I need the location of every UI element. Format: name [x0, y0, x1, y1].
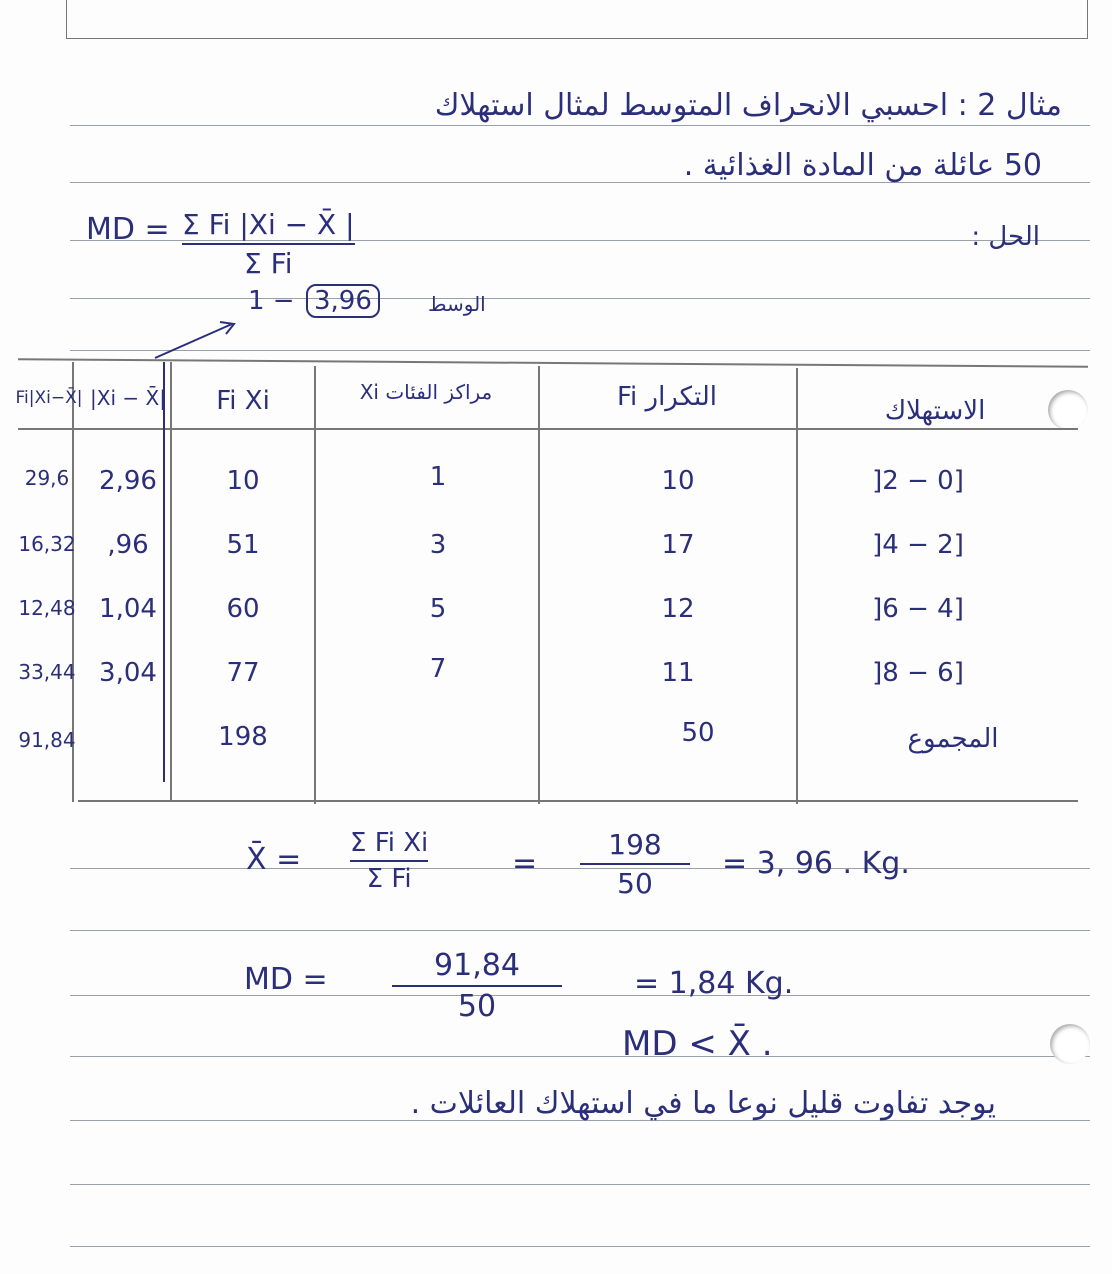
- table-cell: ]2 − 0]: [872, 466, 964, 496]
- mean-calc-fraction1: [350, 828, 428, 894]
- table-cell: 2,96: [99, 466, 157, 496]
- table-cell: ]4 − 2]: [872, 530, 964, 560]
- table-bottom-border: [78, 800, 1078, 802]
- mean-note-value: 3,96: [306, 284, 380, 318]
- total-f-abs-dev: 91,84: [18, 728, 76, 752]
- table-cell: 10: [661, 466, 695, 496]
- solution-label: الحل :: [971, 222, 1040, 252]
- fraction-bar: [392, 985, 562, 987]
- mean-calc-eq: =: [512, 846, 538, 881]
- header-consumption: الاستهلاك: [884, 396, 986, 426]
- table-cell: 17: [661, 530, 695, 560]
- table-cell: 10: [226, 466, 260, 496]
- table-cell: 60: [226, 594, 260, 624]
- md-calc-den: 50: [457, 989, 497, 1024]
- md-formula-lhs: MD =: [86, 212, 170, 247]
- table-cell: 7: [429, 654, 447, 684]
- header-midpoints: مراكز الفئات Xi: [359, 380, 493, 404]
- conclusion: يوجد تفاوت قليل نوعا ما في استهلاك العائلات .: [410, 1086, 996, 1121]
- table-col-border: [170, 362, 172, 802]
- fraction-bar: [350, 860, 428, 862]
- header-box: [66, 0, 1088, 39]
- mean-calc-den1: Σ Fi: [366, 864, 412, 894]
- table-cell: 16,32: [18, 532, 76, 556]
- table-cell: 1,04: [99, 594, 157, 624]
- md-calc-result: = 1,84 Kg.: [634, 966, 794, 1001]
- md-formula-fraction: [182, 208, 355, 280]
- mean-calc-fraction2: [580, 828, 690, 900]
- ruled-line: [70, 298, 1090, 299]
- md-formula-numerator: Σ Fi |Xi − X̄ |: [182, 208, 355, 241]
- table-cell: ]8 − 6]: [872, 658, 964, 688]
- header-frequency: التكرار Fi: [616, 382, 718, 412]
- mean-calc-num1: Σ Fi Xi: [350, 828, 429, 858]
- ruled-line: [70, 930, 1090, 931]
- table-cell: 29,6: [24, 466, 70, 490]
- total-frequency: 50: [681, 718, 715, 748]
- fraction-bar: [182, 243, 355, 245]
- table-top-border: [18, 358, 1088, 367]
- ruled-line: [70, 125, 1090, 126]
- table-col-border: [538, 366, 540, 804]
- header-f-abs-dev: Fi|Xi−X̄|: [15, 388, 83, 408]
- mean-calc-result: = 3, 96 . Kg.: [722, 846, 910, 881]
- comparison: MD < X̄ .: [622, 1024, 773, 1064]
- table-header-border: [18, 428, 1078, 430]
- total-label: المجموع: [907, 724, 999, 754]
- table-cell: 5: [429, 594, 447, 624]
- mean-note-index: 1 −: [248, 286, 295, 316]
- mean-calc-lhs: X̄ =: [246, 842, 302, 877]
- md-calc-lhs: MD =: [244, 962, 328, 997]
- arrow-icon: [150, 318, 240, 363]
- punch-hole: [1050, 1024, 1090, 1064]
- mean-calc-num2: 198: [608, 828, 662, 861]
- mean-calc-den2: 50: [617, 867, 653, 900]
- fraction-bar: [580, 863, 690, 865]
- total-fixi: 198: [218, 722, 268, 752]
- header-fixi: Fi Xi: [216, 386, 270, 416]
- ruled-line: [70, 1246, 1090, 1247]
- table-cell: ,96: [107, 530, 149, 560]
- example-title-line2: 50 عائلة من المادة الغذائية .: [683, 148, 1042, 183]
- table-col-border: [314, 366, 316, 804]
- table-cell: 51: [226, 530, 260, 560]
- frequency-table: [15, 362, 1088, 804]
- table-cell: 77: [226, 658, 260, 688]
- table-cell: 12: [661, 594, 695, 624]
- table-cell: 33,44: [18, 660, 76, 684]
- ruled-line: [70, 995, 1090, 996]
- table-cell: ]6 − 4]: [872, 594, 964, 624]
- table-cell: 11: [661, 658, 695, 688]
- mean-note-label: الوسط: [428, 292, 486, 316]
- table-col-border: [163, 362, 165, 782]
- table-cell: 1: [429, 462, 447, 492]
- table-cell: 12,48: [18, 596, 76, 620]
- table-cell: 3,04: [99, 658, 157, 688]
- example-title-line1: مثال 2 : احسبي الانحراف المتوسط لمثال استهلاك: [434, 88, 1062, 123]
- md-calc-fraction: [392, 948, 562, 1024]
- header-abs-dev: |Xi − X̄|: [90, 386, 166, 410]
- table-cell: 3: [429, 530, 447, 560]
- md-formula-denominator: Σ Fi: [244, 247, 293, 280]
- ruled-line: [70, 1056, 1090, 1057]
- ruled-line: [70, 1184, 1090, 1185]
- md-calc-num: 91,84: [434, 948, 520, 983]
